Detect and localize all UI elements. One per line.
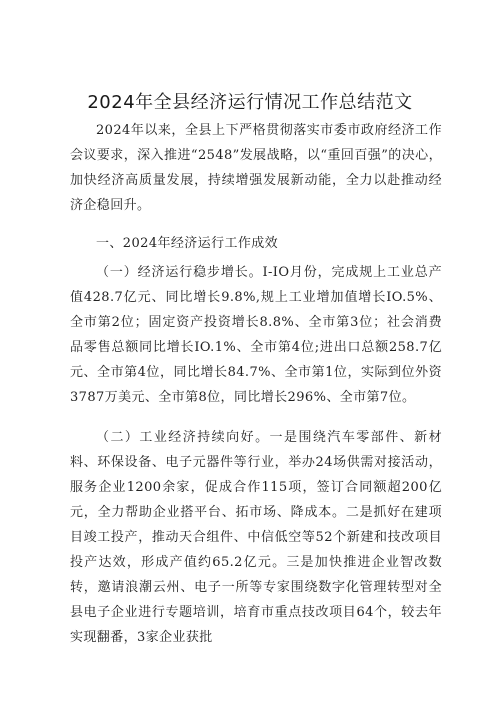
paragraph-economic-growth: （一）经济运行稳步增长。I-IO月份，完成规上工业总产值428.7亿元、同比增长9.8%,规上工业增加值增长IO.5%、全市第2位；固定资产投资增长8.8%、全市第3位；社会消费品零售总额同比增长IO.1%、全市第4位;进出口总额258.7亿元、全市第4位，同比增长84.7%、全市第1位，实际到位外资3787万美元、全市第8位，同比增长296%、全市第7位。: [70, 265, 442, 405]
paragraph-industrial-economy: （二）工业经济持续向好。一是围绕汽车零部件、新材料、环保设备、电子元器件等行业，举办24场供需对接活动，服务企业1200余家，促成合作115项，签订合同额超200亿元，全力帮助企业搭平台、拓市场、降成本。二是抓好在建项目竣工投产，推动天合组件、中信低空等52个新建和技改项目投产达效，形成产值约65.2亿元。三是加快推进企业智改数转，邀请浪潮云州、电子一所等专家围绕数字化管理转型对全县电子企业进行专题培训，培育市重点技改项目64个，较去年实现翻番，3家企业获批: [70, 430, 442, 645]
section-heading: 一、2024年经济运行工作成效: [96, 236, 279, 251]
document-title: 2024年全县经济运行情况工作总结范文: [87, 92, 413, 113]
intro-paragraph: 2024年以来，全县上下严格贯彻落实市委市政府经济工作会议要求，深入推进“2548”发展战略，以“重回百强”的决心，加快经济高质量发展，持续增强发展新动能，全力以赴推动经济企稳回升。: [70, 123, 442, 213]
